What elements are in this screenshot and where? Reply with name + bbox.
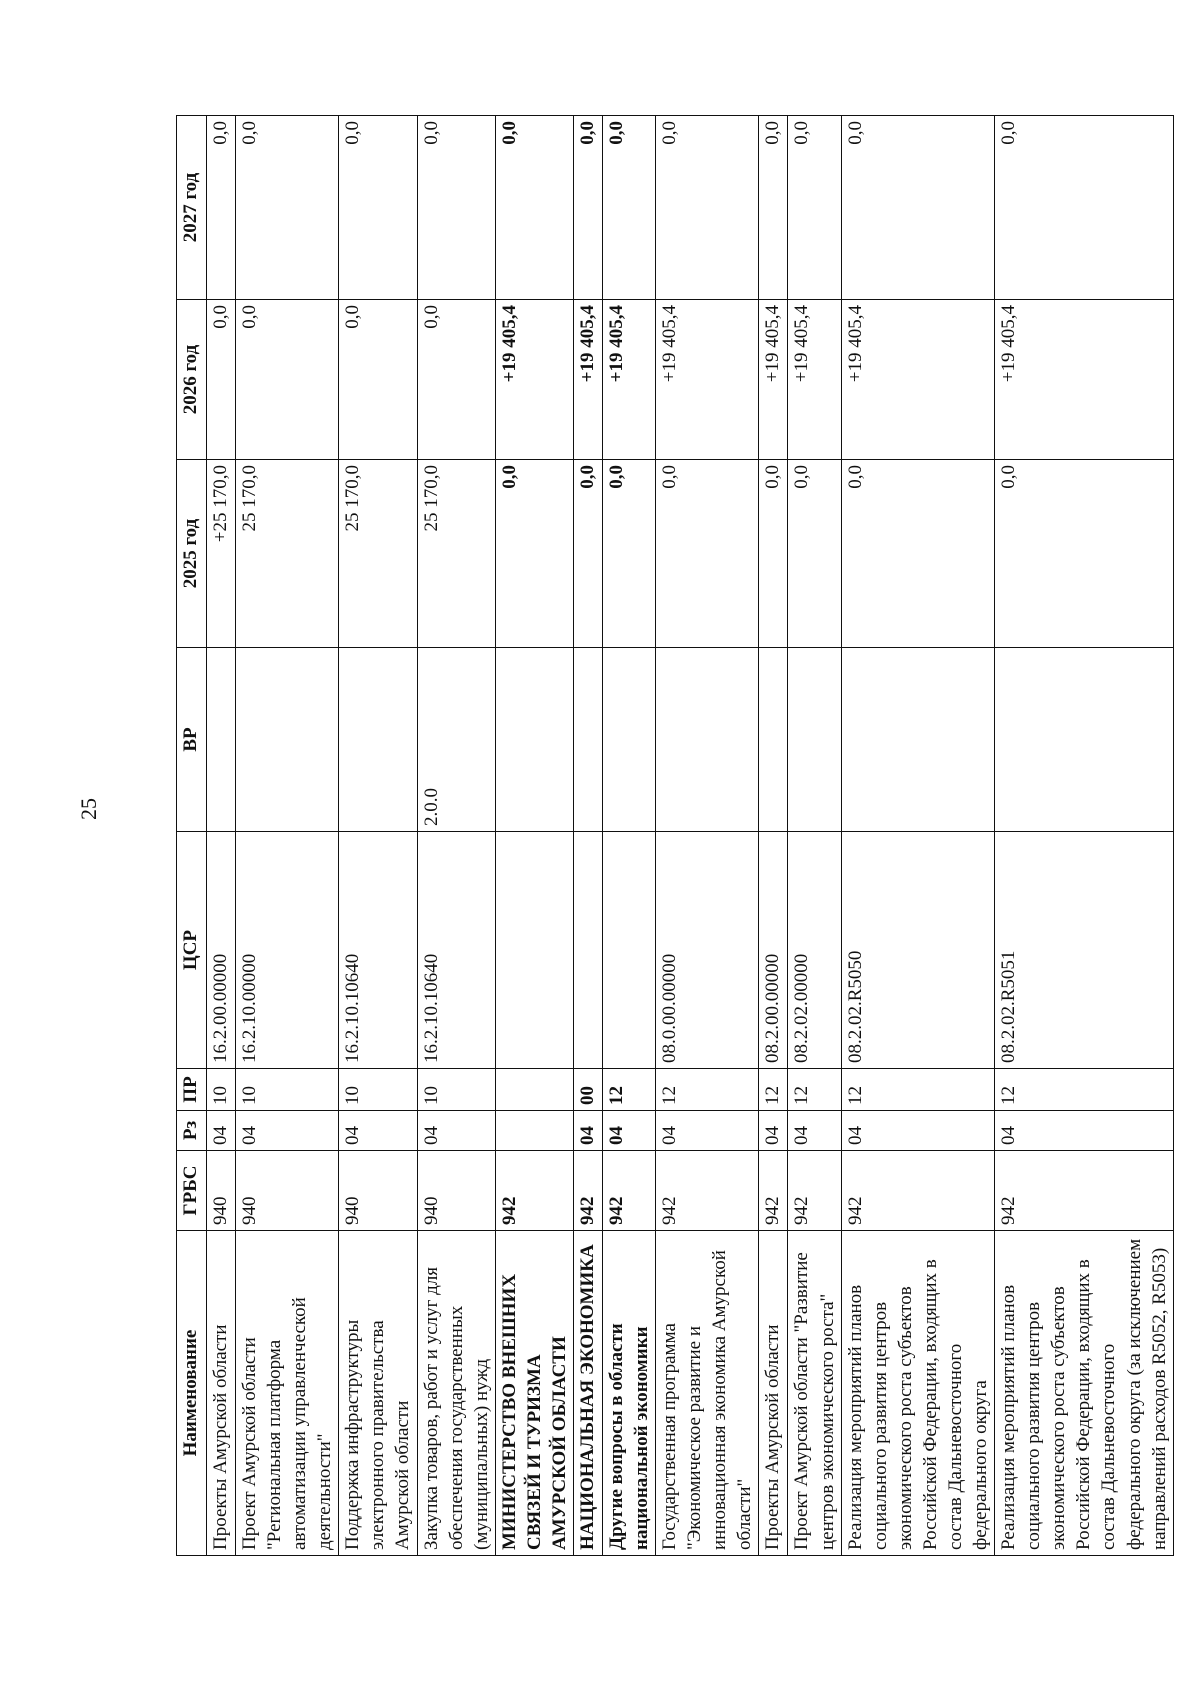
cell-2025: +25 170,0: [207, 460, 236, 648]
cell-2026: 0,0: [417, 300, 495, 460]
cell-name: Закупка товаров, работ и услуг для обеспечения государственных (муниципальных) нужд: [417, 1231, 495, 1556]
cell-rz: 04: [841, 1111, 994, 1151]
cell-name: Государственная программа "Экономическое развитие и инновационная экономика Амурской области": [656, 1231, 759, 1556]
cell-csr: [574, 832, 603, 1069]
cell-2027: 0,0: [759, 116, 788, 300]
cell-2025: 0,0: [788, 460, 841, 648]
cell-csr: 08.2.02.R5050: [841, 832, 994, 1069]
cell-name: Проекты Амурской области: [207, 1231, 236, 1556]
cell-2025: 25 170,0: [339, 460, 417, 648]
header-vr: ВР: [177, 648, 207, 832]
cell-2026: 0,0: [339, 300, 417, 460]
cell-pr: 10: [417, 1069, 495, 1111]
cell-vr: [995, 648, 1174, 832]
budget-table: [176, 115, 1174, 1556]
cell-vr: [759, 648, 788, 832]
cell-csr: 16.2.10.00000: [236, 832, 339, 1069]
cell-2026: +19 405,4: [841, 300, 994, 460]
cell-csr: 08.2.02.00000: [788, 832, 841, 1069]
cell-pr: 10: [207, 1069, 236, 1111]
header-row: [177, 116, 207, 1556]
cell-pr: 10: [236, 1069, 339, 1111]
cell-grbs: 940: [236, 1151, 339, 1231]
cell-grbs: 942: [656, 1151, 759, 1231]
cell-vr: [495, 648, 573, 832]
header-csr: ЦСР: [177, 832, 207, 1069]
cell-grbs: 940: [417, 1151, 495, 1231]
cell-name: Проекты Амурской области: [759, 1231, 788, 1556]
cell-2026: +19 405,4: [995, 300, 1174, 460]
header-2027: 2027 год: [177, 116, 207, 300]
cell-name: Проект Амурской области "Развитие центров экономического роста": [788, 1231, 841, 1556]
cell-name: Поддержка инфраструктуры электронного правительства Амурской области: [339, 1231, 417, 1556]
cell-name: Проект Амурской области "Региональная платформа автоматизации управленческой деятельности": [236, 1231, 339, 1556]
cell-rz: 04: [995, 1111, 1174, 1151]
header-grbs: ГРБС: [177, 1151, 207, 1231]
cell-2026: +19 405,4: [759, 300, 788, 460]
cell-2025: 0,0: [574, 460, 603, 648]
cell-2026: +19 405,4: [656, 300, 759, 460]
cell-grbs: 940: [207, 1151, 236, 1231]
cell-grbs: 942: [788, 1151, 841, 1231]
cell-name: НАЦИОНАЛЬНАЯ ЭКОНОМИКА: [574, 1231, 603, 1556]
cell-rz: 04: [788, 1111, 841, 1151]
table-row: [417, 116, 495, 1556]
cell-2026: +19 405,4: [603, 300, 656, 460]
cell-rz: 04: [603, 1111, 656, 1151]
cell-2027: 0,0: [495, 116, 573, 300]
cell-pr: 12: [995, 1069, 1174, 1111]
cell-vr: [207, 648, 236, 832]
cell-grbs: 940: [339, 1151, 417, 1231]
cell-2026: +19 405,4: [574, 300, 603, 460]
cell-vr: [339, 648, 417, 832]
cell-2026: +19 405,4: [495, 300, 573, 460]
cell-name: Реализация мероприятий планов социального развития центров экономического роста субъектов Российской Федерации, входящих в состав Дальневосточного федерального округа: [841, 1231, 994, 1556]
cell-csr: 08.0.00.00000: [656, 832, 759, 1069]
table-row: [236, 116, 339, 1556]
page-number: 25: [76, 798, 101, 820]
cell-name: Другие вопросы в области национальной экономики: [603, 1231, 656, 1556]
cell-rz: [495, 1111, 573, 1151]
cell-2025: 25 170,0: [417, 460, 495, 648]
cell-rz: 04: [207, 1111, 236, 1151]
cell-2027: 0,0: [788, 116, 841, 300]
cell-pr: [495, 1069, 573, 1111]
cell-name: Реализация мероприятий планов социального развития центров экономического роста субъектов Российской Федерации, входящих в состав Дальневосточного федерального округа (за исключением направлений расходов R5052, R5053): [995, 1231, 1174, 1556]
cell-grbs: 942: [574, 1151, 603, 1231]
cell-pr: 12: [841, 1069, 994, 1111]
cell-2027: 0,0: [207, 116, 236, 300]
cell-vr: [841, 648, 994, 832]
table-row: [995, 116, 1174, 1556]
cell-pr: 12: [759, 1069, 788, 1111]
cell-2025: 0,0: [759, 460, 788, 648]
cell-pr: 12: [656, 1069, 759, 1111]
cell-vr: [236, 648, 339, 832]
cell-2025: 0,0: [841, 460, 994, 648]
cell-csr: 16.2.10.10640: [339, 832, 417, 1069]
cell-2025: 25 170,0: [236, 460, 339, 648]
header-2026: 2026 год: [177, 300, 207, 460]
table-row: [788, 116, 841, 1556]
cell-pr: 12: [788, 1069, 841, 1111]
cell-2025: 0,0: [603, 460, 656, 648]
table-row: [841, 116, 994, 1556]
header-name: Наименование: [177, 1231, 207, 1556]
cell-csr: 08.2.02.R5051: [995, 832, 1174, 1069]
header-rz: Рз: [177, 1111, 207, 1151]
header-2025: 2025 год: [177, 460, 207, 648]
table-row: [656, 116, 759, 1556]
cell-grbs: 942: [759, 1151, 788, 1231]
cell-2026: 0,0: [236, 300, 339, 460]
cell-2025: 0,0: [995, 460, 1174, 648]
cell-2027: 0,0: [339, 116, 417, 300]
cell-2027: 0,0: [603, 116, 656, 300]
cell-grbs: 942: [841, 1151, 994, 1231]
cell-vr: [574, 648, 603, 832]
cell-csr: 16.2.00.00000: [207, 832, 236, 1069]
cell-pr: 12: [603, 1069, 656, 1111]
cell-pr: 00: [574, 1069, 603, 1111]
cell-2025: 0,0: [495, 460, 573, 648]
cell-csr: [603, 832, 656, 1069]
header-pr: ПР: [177, 1069, 207, 1111]
cell-2027: 0,0: [656, 116, 759, 300]
rotated-table-container: [176, 116, 1170, 1556]
table-row: [207, 116, 236, 1556]
cell-rz: 04: [236, 1111, 339, 1151]
cell-2027: 0,0: [574, 116, 603, 300]
cell-csr: 16.2.10.10640: [417, 832, 495, 1069]
cell-csr: 08.2.00.00000: [759, 832, 788, 1069]
table-row: [574, 116, 603, 1556]
cell-2027: 0,0: [417, 116, 495, 300]
cell-pr: 10: [339, 1069, 417, 1111]
cell-2027: 0,0: [995, 116, 1174, 300]
cell-rz: 04: [574, 1111, 603, 1151]
cell-csr: [495, 832, 573, 1069]
cell-grbs: 942: [495, 1151, 573, 1231]
table-row: [495, 116, 573, 1556]
cell-rz: 04: [339, 1111, 417, 1151]
cell-rz: 04: [417, 1111, 495, 1151]
cell-rz: 04: [759, 1111, 788, 1151]
cell-2026: 0,0: [207, 300, 236, 460]
cell-vr: [656, 648, 759, 832]
cell-grbs: 942: [603, 1151, 656, 1231]
table-row: [603, 116, 656, 1556]
cell-rz: 04: [656, 1111, 759, 1151]
cell-2025: 0,0: [656, 460, 759, 648]
cell-2026: +19 405,4: [788, 300, 841, 460]
table-row: [339, 116, 417, 1556]
cell-2027: 0,0: [236, 116, 339, 300]
cell-vr: 2.0.0: [417, 648, 495, 832]
cell-2027: 0,0: [841, 116, 994, 300]
cell-vr: [788, 648, 841, 832]
cell-name: МИНИСТЕРСТВО ВНЕШНИХ СВЯЗЕЙ И ТУРИЗМА АМУРСКОЙ ОБЛАСТИ: [495, 1231, 573, 1556]
table-row: [759, 116, 788, 1556]
cell-vr: [603, 648, 656, 832]
cell-grbs: 942: [995, 1151, 1174, 1231]
